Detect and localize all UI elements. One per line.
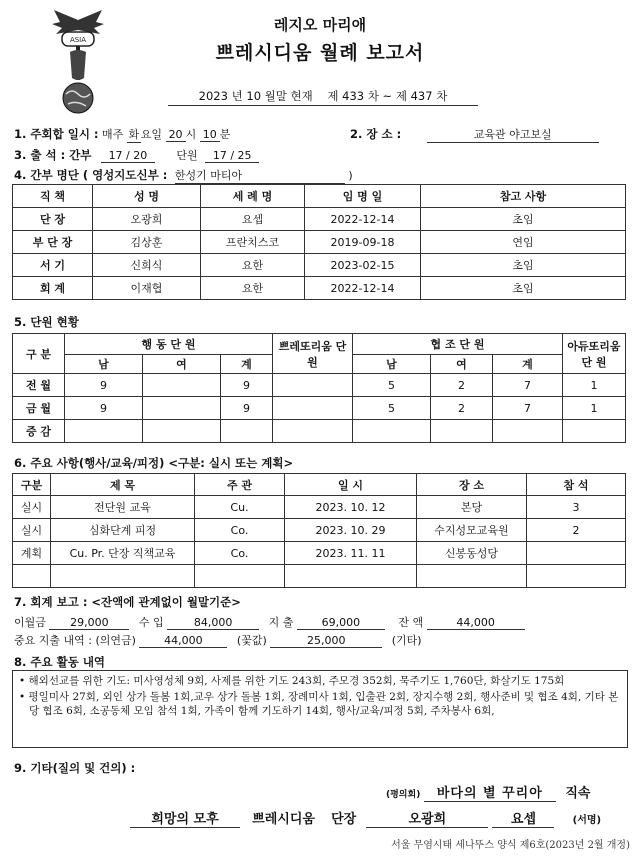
event-row: 실시 심화단계 피정 Co. 2023. 10. 29 수지성모교육원 2 [13, 519, 626, 542]
svg-text:ASIA: ASIA [69, 36, 87, 44]
members-heading: 5. 단원 현황 [14, 315, 79, 329]
officers-header-cell: 임 명 일 [305, 185, 421, 208]
activities-box [12, 670, 628, 748]
members-header-auxiliary: 협 조 단 원 [353, 334, 563, 355]
event-row: 실시 전단원 교육 Cu. 2023. 10. 12 본당 3 [13, 496, 626, 519]
members-row: 금 월 9 9 5 2 7 1 [13, 397, 626, 420]
event-row [13, 565, 626, 588]
report-title: 쁘레시디움 월례 보고서 [215, 42, 425, 64]
finance-major-expense: 중요 지출 내역 : (의연금) 44,000 (꽃값) 25,000 (기타) [14, 634, 422, 647]
activity-item: • 해외선교를 위한 기도: 미사영성체 9회, 사제를 위한 기도 243회, 주모경 352회, 묵주기도 1,760단, 화살기도 175회 [19, 675, 565, 687]
form-number: 서울 무염시태 세나뚜스 양식 제6호(2023년 2월 개정) [391, 840, 630, 851]
officers-header-cell: 성 명 [93, 185, 201, 208]
event-row: 계획 Cu. Pr. 단장 직책교육 Co. 2023. 11. 11 신봉동성당 [13, 542, 626, 565]
officers-header-cell: 세 례 명 [201, 185, 305, 208]
members-header-gubun: 구 분 [13, 334, 65, 374]
officers-header-cell: 직 책 [13, 185, 93, 208]
attendance: 3. 출 석 : 간부 17 / 20 단원 17 / 25 [14, 147, 259, 163]
events-heading: 6. 주요 사항(행사/교육/피정) <구분: 실시 또는 계획> [14, 456, 294, 470]
officers-header-cell: 참고 사항 [421, 185, 626, 208]
members-header-praetorian: 쁘레또리움 단 원 [273, 334, 353, 374]
org-name: 레지오 마리애 [273, 16, 367, 34]
activity-item: • 평일미사 27회, 외인 상가 돌봄 1회,교우 상가 돌봄 1회, 장례미사 1회, 입출관 2회, 장지수행 2회, 행사준비 및 협조 4회, 기타 본당 협조 6회, 소공동체 모임 참석 1회, 가족이 함께 기도하기 14회, 행사/교육/피정 5회, 주차봉사 6회, [19, 691, 619, 717]
members-row: 증 감 [13, 420, 626, 443]
curia-line: (평의회) 바다의 별 꾸리아 직속 [386, 782, 590, 802]
activities-heading: 8. 주요 활동 내역 [14, 655, 106, 669]
events-table: 구분 제 목 주 관 일 시 장 소 참 석 실시 전단원 교육 Cu. 2023. 10. 12 본당 3 실시 심화단계 피정 Co. 2023. 10. 29 수지성모교육원 2 계획 Cu. Pr. 단장 직책교육 Co. 2023. 11. 11 신봉동성당 [12, 473, 626, 588]
finance-heading: 7. 회계 보고 : <잔액에 관계없이 월말기준> [14, 595, 241, 609]
meeting-time: 1. 주회합 일시 : 매주 화 요일 20 시 10 분 [14, 127, 231, 141]
finance-summary: 이월금 29,000 수 입 84,000 지 출 69,000 잔 액 44,000 [14, 614, 525, 630]
signature-line: 희망의 모후 쁘레시디움 단장 오광희 요셉 (서명) [130, 808, 601, 828]
members-header-adjutorian: 아듀또리움 단 원 [563, 334, 626, 374]
members-header-active: 행 동 단 원 [65, 334, 273, 355]
officer-row: 단 장 오광희 요셉 2022-12-14 초임 [13, 208, 626, 231]
report-period: 2023 년 10 월말 현재 제 433 차 ~ 제 437 차 [168, 88, 478, 106]
meeting-place: 2. 장 소 : 교육관 야고보실 [350, 126, 599, 143]
officers-heading: 4. 간부 명단 ( 영성지도신부 : 한성기 마티아 ) [14, 168, 353, 182]
officer-row: 부 단 장 김상훈 프란치스코 2019-09-18 연임 [13, 231, 626, 254]
etc-heading: 9. 기타(질의 및 건의) : [14, 761, 136, 775]
officer-row: 회 계 이재협 요한 2022-12-14 초임 [13, 277, 626, 300]
members-table: 구 분 행 동 단 원 쁘레또리움 단 원 협 조 단 원 아듀또리움 단 원 남 여 계 남 여 계 전 월 9 9 5 2 7 1 금 월 9 9 5 2 7 1 증 감 [12, 333, 626, 443]
officer-row: 서 기 신희식 요한 2023-02-15 초임 [13, 254, 626, 277]
officers-table [12, 184, 626, 300]
members-row: 전 월 9 9 5 2 7 1 [13, 374, 626, 397]
